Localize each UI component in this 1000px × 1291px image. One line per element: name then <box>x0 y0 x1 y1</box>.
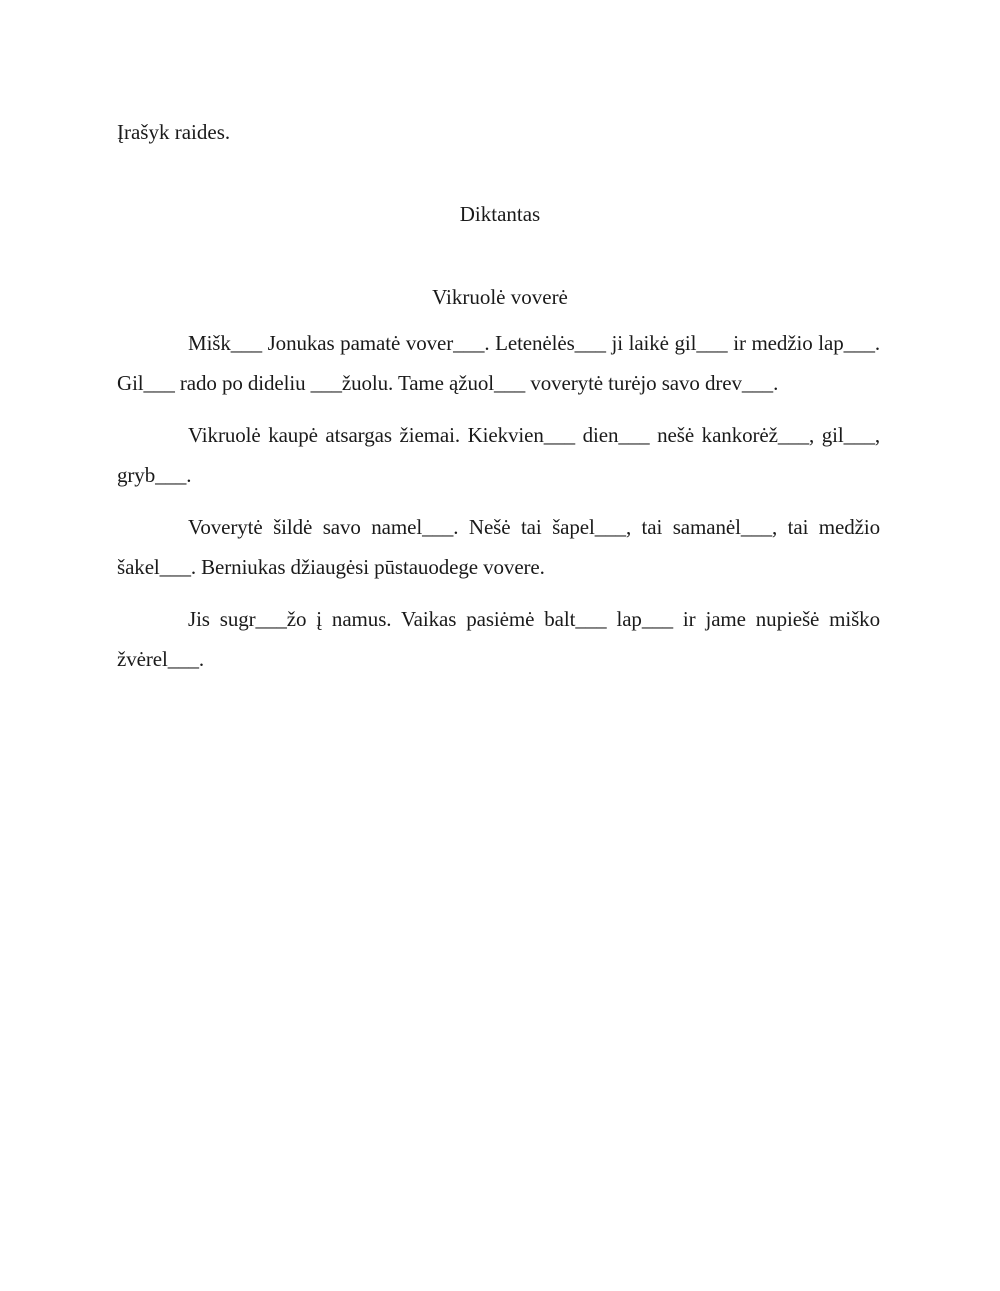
instruction-text: Įrašyk raides. <box>117 120 231 144</box>
page-title: Diktantas <box>459 202 541 226</box>
paragraph-4: Jis sugr___žo į namus. Vaikas pasiėmė balt___ lap___ ir jame nupiešė miško žvėrel___. <box>117 607 880 671</box>
story-title: Vikruolė voverė <box>432 285 568 309</box>
dictation-text <box>117 323 880 691</box>
paragraph-1: Mišk___ Jonukas pamatė vover___. Letenėlės___ ji laikė gil___ ir medžio lap___. Gil___ rado po dideliu ___žuolu. Tame ąžuol___ voverytė turėjo savo drev___. <box>117 331 880 395</box>
paragraph-3: Voverytė šildė savo namel___. Nešė tai šapel___, tai samanėl___, tai medžio šakel___. Berniukas džiaugėsi pūstauodege vovere. <box>117 515 880 579</box>
paragraph-2: Vikruolė kaupė atsargas žiemai. Kiekvien___ dien___ nešė kankorėž___, gil___, gryb___. <box>117 423 880 487</box>
